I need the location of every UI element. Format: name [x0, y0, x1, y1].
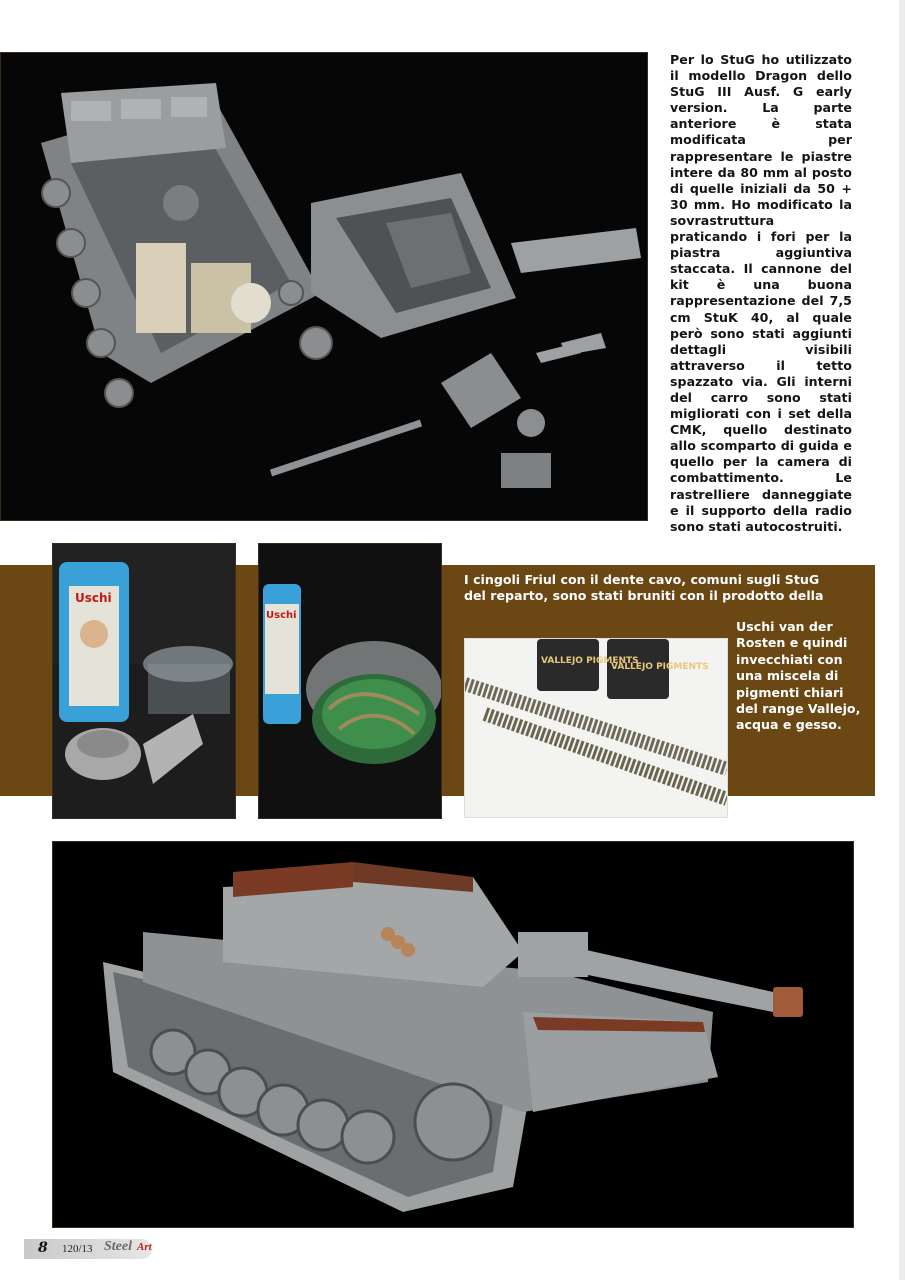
caption-tracks-intro: I cingoli Friul con il dente cavo, comuni sugli StuG del reparto, sono stati bruniti con il prodotto della — [464, 572, 824, 604]
photo-finished-stug — [52, 841, 854, 1228]
issue-number: 120/13 — [62, 1243, 93, 1255]
photo-uschi-bath — [258, 543, 442, 819]
page-footer — [24, 1239, 152, 1259]
pigment-jar-1: VALLEJO PIGMENTS — [541, 656, 639, 666]
bottle-2-label: Uschi — [266, 610, 297, 621]
uschi-bath-illustration — [259, 544, 441, 818]
photo-uschi-bottle-tracks — [52, 543, 236, 819]
uschi-bottle-illustration — [53, 544, 235, 818]
photo-hull-parts — [0, 52, 648, 521]
hull-parts-illustration — [1, 53, 647, 520]
pigment-jar-2: VALLEJO PIGMENTS — [611, 662, 709, 672]
intro-paragraph: Per lo StuG ho utilizzato il modello Dragon dello StuG III Ausf. G early version. La parte anteriore è stata modificata per rappresentare le piastre intere da 80 mm al posto di quelle iniziali da 50 + 30 mm. Ho modificato la sovrastruttura praticando i fori per la piastra aggiuntiva staccata. Il cannone del kit è una buona rappresentazione del 7,5 cm StuK 40, al quale però sono stati aggiunti dettagli visibili attraverso il tetto spazzato via. Gli interni del carro sono stati migliorati con i set della CMK, quello destinato allo scomparto di guida e quello per la camera di combattimento. Le rastrelliere danneggiate e il supporto della radio sono stati autocostruiti. — [670, 52, 852, 534]
pigment-tracks-illustration — [465, 639, 727, 817]
photo-vallejo-pigments-tracks — [464, 638, 728, 818]
logo-steel: Steel — [104, 1239, 132, 1254]
page-edge — [899, 0, 905, 1280]
stug-model-illustration — [53, 842, 853, 1227]
page-number: 8 — [38, 1240, 48, 1256]
bottle-1-label: Uschi — [75, 591, 112, 605]
caption-tracks-continued: Uschi van der Rosten e quindi invecchiati con una miscela di pigmenti chiari del range Vallejo, acqua e gesso. — [736, 619, 861, 733]
logo-art: Art — [137, 1241, 152, 1253]
